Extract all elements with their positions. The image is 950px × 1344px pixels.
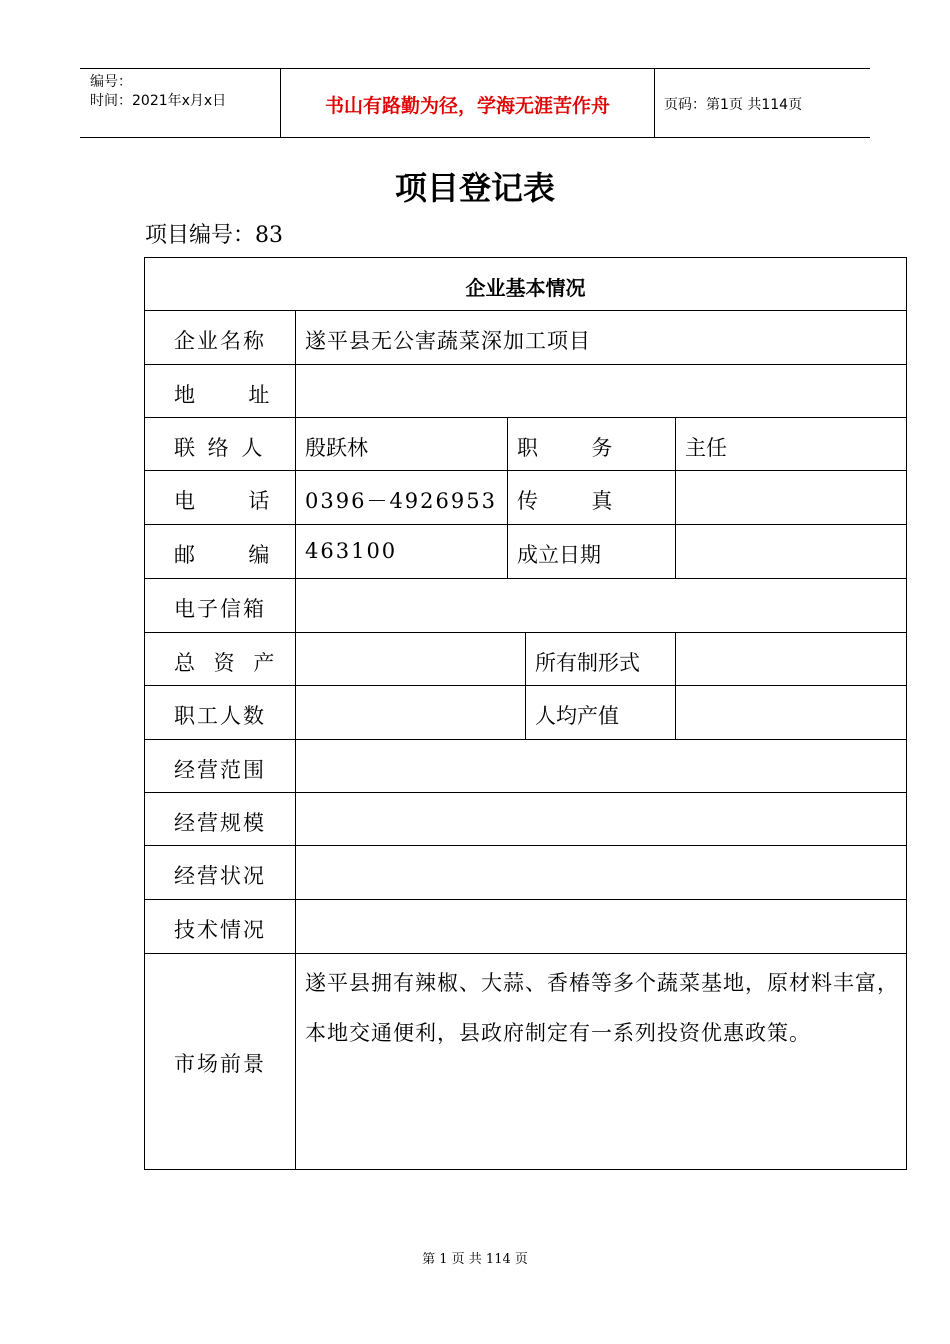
technology-label: 技术情况	[174, 918, 266, 942]
phone-value: 0396－4926953	[305, 489, 497, 513]
table-rule	[145, 310, 906, 311]
ownership-label: 所有制形式	[535, 651, 640, 675]
contact-value: 殷跃林	[305, 436, 368, 460]
per-capita-label: 人均产值	[535, 704, 619, 728]
fax-label: 传 真	[517, 489, 613, 513]
table-rule	[145, 578, 906, 579]
document-title: 项目登记表	[394, 169, 555, 207]
table-rule	[145, 792, 906, 793]
project-number: 项目编号：83	[145, 223, 283, 248]
header-time-label: 时间：2021年x月x日	[90, 93, 227, 109]
founded-label: 成立日期	[517, 543, 601, 567]
table-rule	[675, 632, 676, 739]
market-label: 市场前景	[174, 1052, 266, 1076]
company-name-label: 企业名称	[174, 329, 266, 353]
page-footer: 第 1 页 共 114 页	[422, 1252, 528, 1267]
table-rule	[145, 364, 906, 365]
table-rule	[295, 310, 296, 1169]
table-rule	[145, 739, 906, 740]
contact-label: 联 络 人	[174, 436, 266, 460]
table-rule	[145, 524, 906, 525]
header-divider	[654, 69, 655, 137]
table-rule	[145, 845, 906, 846]
position-value: 主任	[685, 436, 727, 460]
header-number-label: 编号：	[90, 74, 132, 90]
table-rule	[675, 417, 676, 578]
table-rule	[145, 470, 906, 471]
header-page-info: 页码：第1页 共114页	[664, 97, 803, 113]
table-rule	[145, 417, 906, 418]
table-rule	[145, 953, 906, 954]
total-assets-label: 总 资 产	[174, 651, 281, 675]
table-rule	[507, 417, 508, 578]
employees-label: 职工人数	[174, 704, 266, 728]
postcode-value: 463100	[305, 539, 398, 563]
header-motto: 书山有路勤为径，学海无涯苦作舟	[324, 95, 610, 117]
market-text: 遂平县拥有辣椒、大蒜、香椿等多个蔬菜基地，原材料丰富，本地交通便利，县政府制定有一系列投资优惠政策。	[305, 971, 899, 1045]
phone-label: 电 话	[174, 489, 270, 513]
business-status-label: 经营状况	[174, 864, 266, 888]
header-meta	[90, 73, 226, 111]
position-label: 职 务	[517, 436, 613, 460]
company-name-value: 遂平县无公害蔬菜深加工项目	[305, 329, 591, 353]
registration-table	[144, 257, 907, 1170]
business-scale-label: 经营规模	[174, 811, 266, 835]
page-header	[80, 68, 870, 138]
section-title: 企业基本情况	[465, 276, 586, 300]
email-label: 电子信箱	[174, 597, 266, 621]
table-rule	[145, 899, 906, 900]
postcode-label: 邮 编	[174, 543, 270, 567]
table-rule	[525, 632, 526, 739]
business-scope-label: 经营范围	[174, 758, 266, 782]
address-label: 地 址	[174, 383, 270, 407]
